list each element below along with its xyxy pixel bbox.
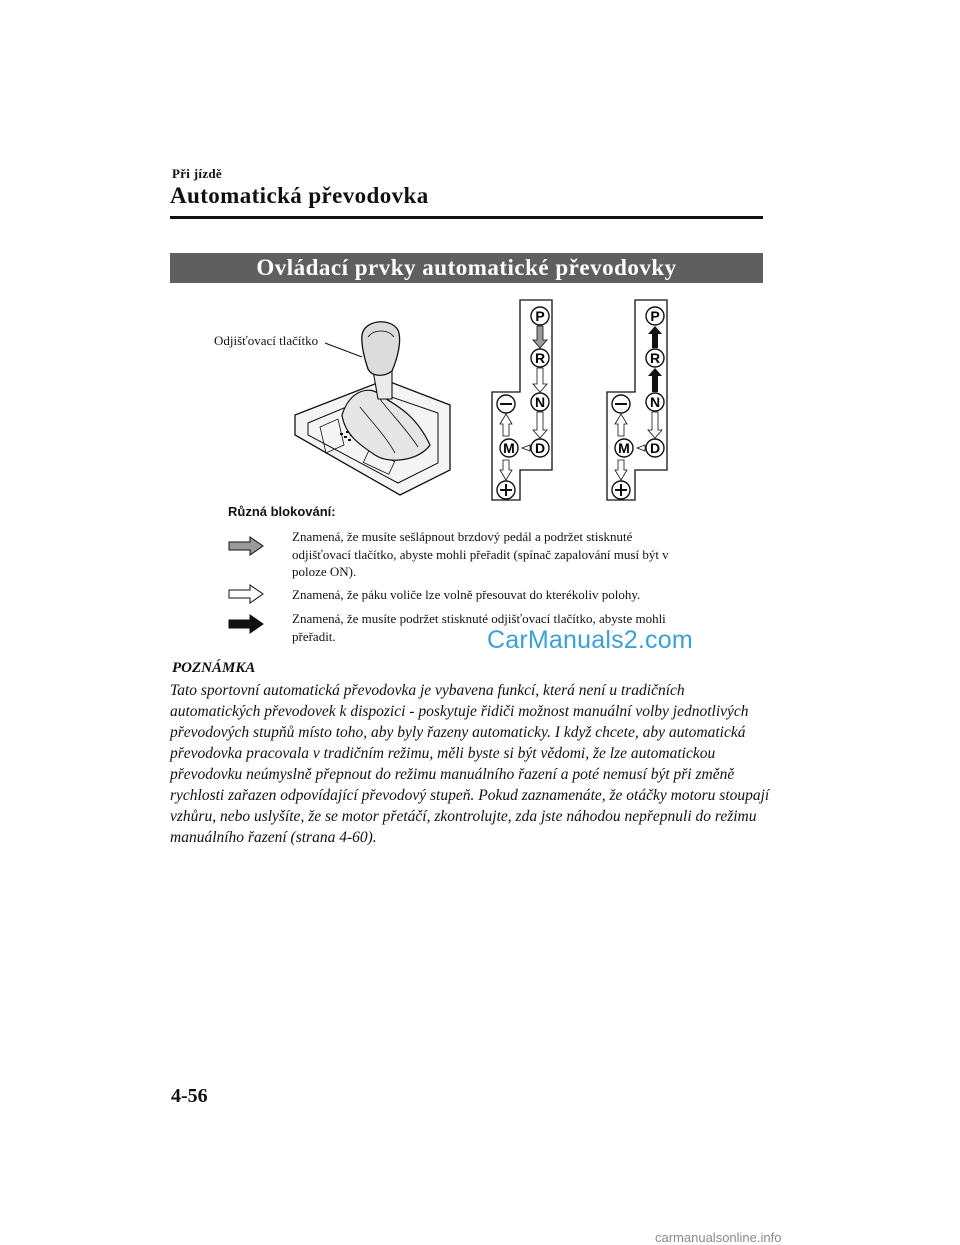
release-button-callout: Odjišťovací tlačítko: [214, 333, 319, 348]
white-arrow-icon: [228, 584, 264, 604]
gate2-letter-r: R: [649, 350, 661, 366]
gate2-letter-d: D: [649, 440, 661, 456]
shift-gate-normal: [492, 300, 552, 500]
watermark: CarManuals2.com: [487, 626, 693, 654]
black-arrow-icon: [228, 614, 264, 634]
gate-letter-d: D: [534, 440, 546, 456]
shift-gate-locked: [607, 300, 667, 500]
note-body: Tato sportovní automatická převodovka je vybavena funkcí, která není u tradičních automatických převodovek k dispozici - poskytuje řidiči možnost manuální volby jednotlivých převodových stupňů místo toho, aby byly řazeny automaticky. I když chcete, aby automatická převodovka pracovala v tradičním režimu, měli byste si být vědomi, že lze automatickou převodovku neúmyslně přepnout do režimu manuálního řazení a poté nemusí být při změně rychlosti zařazen odpovídající převodový stupeň. Pokud zaznamenáte, že otáčky motoru stoupají vzhůru, nebo uslyšíte, že se motor přetáčí, zkontrolujte, zda jste náhodou nepřepnuli do režimu manuálního řazení (strana 4-60).: [170, 682, 770, 846]
legend-item-text: Znamená, že páku voliče lze volně přesouvat do kterékoliv polohy.: [292, 587, 641, 602]
chapter-title: Automatická převodovka: [170, 183, 429, 208]
gate-letter-n: N: [534, 394, 546, 410]
title-rule: [170, 216, 763, 219]
gate2-letter-p: P: [650, 308, 660, 324]
legend-item-text: Znamená, že musíte sešlápnout brzdový pedál a podržet stisknuté odjišťovací tlačítko, abyste mohli přeřadit (spínač zapalování musí být v poloze ON).: [292, 529, 669, 579]
section-banner: Ovládací prvky automatické převodovky: [170, 253, 763, 283]
gate-letter-m: M: [503, 440, 515, 456]
gate-letter-r: R: [534, 350, 546, 366]
gate2-letter-m: M: [618, 440, 630, 456]
gate2-letter-n: N: [649, 394, 661, 410]
legend-item-text: Znamená, že musíte podržet stisknuté odjišťovací tlačítko, abyste mohli přeřadit.: [292, 611, 666, 644]
note-title: POZNÁMKA: [172, 660, 256, 676]
site-footer: carmanualsonline.info: [655, 1230, 782, 1245]
shifter-figure: [280, 295, 700, 505]
section-label: Při jízdě: [172, 166, 222, 181]
locks-title: Různá blokování:: [228, 504, 336, 519]
gate-letter-p: P: [535, 308, 545, 324]
shifter-console: [295, 322, 450, 495]
page-number: 4-56: [171, 1085, 208, 1107]
gray-arrow-icon: [228, 536, 264, 556]
